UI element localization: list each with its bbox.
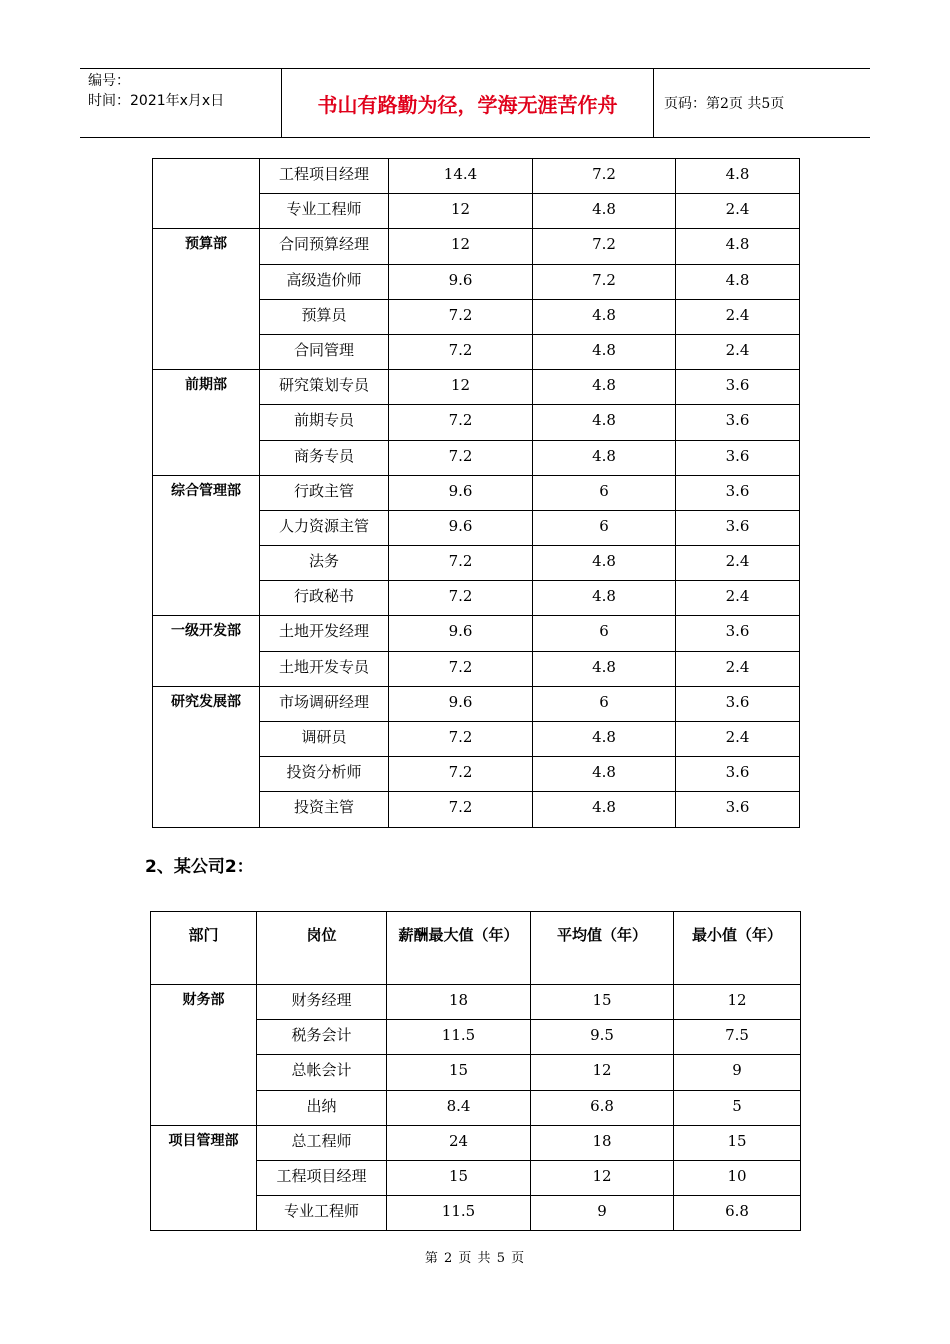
max-value-cell: 7.2: [389, 546, 533, 581]
max-value-cell: 12: [389, 370, 533, 405]
table-row: [153, 229, 800, 264]
table-row: [153, 159, 800, 194]
min-value-cell: 5: [674, 1090, 801, 1125]
position-cell: 财务经理: [257, 985, 387, 1020]
average-value-cell: 6: [533, 616, 676, 651]
average-value-cell: 12: [531, 1055, 674, 1090]
max-value-cell: 15: [387, 1160, 531, 1195]
min-value-cell: 3.6: [676, 405, 800, 440]
page-header: [80, 68, 870, 138]
dept-cell: 预算部: [153, 229, 260, 370]
min-value-cell: 9: [674, 1055, 801, 1090]
dept-cell: 前期部: [153, 370, 260, 476]
position-cell: 合同管理: [260, 334, 389, 369]
position-cell: 合同预算经理: [260, 229, 389, 264]
header-dept: 部门: [151, 912, 257, 985]
position-cell: 投资分析师: [260, 757, 389, 792]
max-value-cell: 18: [387, 985, 531, 1020]
header-max-salary: 薪酬最大值（年）: [387, 912, 531, 985]
header-meta: [80, 69, 282, 137]
position-cell: 调研员: [260, 722, 389, 757]
average-value-cell: 4.8: [533, 299, 676, 334]
average-value-cell: 4.8: [533, 722, 676, 757]
min-value-cell: 7.5: [674, 1020, 801, 1055]
min-value-cell: 2.4: [676, 334, 800, 369]
max-value-cell: 7.2: [389, 651, 533, 686]
position-cell: 前期专员: [260, 405, 389, 440]
position-cell: 工程项目经理: [260, 159, 389, 194]
max-value-cell: 9.6: [389, 616, 533, 651]
header-motto: 书山有路勤为径，学海无涯苦作舟: [282, 69, 654, 137]
min-value-cell: 3.6: [676, 792, 800, 827]
max-value-cell: 24: [387, 1125, 531, 1160]
max-value-cell: 11.5: [387, 1196, 531, 1231]
average-value-cell: 4.8: [533, 370, 676, 405]
average-value-cell: 7.2: [533, 264, 676, 299]
average-value-cell: 4.8: [533, 405, 676, 440]
average-value-cell: 6: [533, 686, 676, 721]
min-value-cell: 2.4: [676, 299, 800, 334]
max-value-cell: 12: [389, 194, 533, 229]
position-cell: 研究策划专员: [260, 370, 389, 405]
min-value-cell: 2.4: [676, 194, 800, 229]
dept-cell: 项目管理部: [151, 1125, 257, 1231]
position-cell: 行政秘书: [260, 581, 389, 616]
dept-cell: 综合管理部: [153, 475, 260, 616]
position-cell: 投资主管: [260, 792, 389, 827]
average-value-cell: 4.8: [533, 651, 676, 686]
max-value-cell: 7.2: [389, 792, 533, 827]
position-cell: 高级造价师: [260, 264, 389, 299]
max-value-cell: 9.6: [389, 475, 533, 510]
position-cell: 出纳: [257, 1090, 387, 1125]
position-cell: 法务: [260, 546, 389, 581]
average-value-cell: 4.8: [533, 194, 676, 229]
document-time-label: 时间：2021年x月x日: [88, 93, 225, 109]
average-value-cell: 18: [531, 1125, 674, 1160]
max-value-cell: 12: [389, 229, 533, 264]
position-cell: 行政主管: [260, 475, 389, 510]
min-value-cell: 2.4: [676, 651, 800, 686]
position-cell: 税务会计: [257, 1020, 387, 1055]
min-value-cell: 15: [674, 1125, 801, 1160]
max-value-cell: 7.2: [389, 757, 533, 792]
max-value-cell: 7.2: [389, 722, 533, 757]
min-value-cell: 4.8: [676, 264, 800, 299]
position-cell: 人力资源主管: [260, 510, 389, 545]
max-value-cell: 8.4: [387, 1090, 531, 1125]
header-average: 平均值（年）: [531, 912, 674, 985]
min-value-cell: 12: [674, 985, 801, 1020]
average-value-cell: 7.2: [533, 229, 676, 264]
document-number-label: 编号：: [88, 73, 130, 89]
position-cell: 专业工程师: [257, 1196, 387, 1231]
position-cell: 总帐会计: [257, 1055, 387, 1090]
dept-cell: 一级开发部: [153, 616, 260, 686]
min-value-cell: 3.6: [676, 757, 800, 792]
average-value-cell: 15: [531, 985, 674, 1020]
position-cell: 工程项目经理: [257, 1160, 387, 1195]
dept-cell: [153, 159, 260, 229]
page-footer: 第 2 页 共 5 页: [424, 1251, 526, 1266]
max-value-cell: 7.2: [389, 299, 533, 334]
min-value-cell: 3.6: [676, 686, 800, 721]
max-value-cell: 14.4: [389, 159, 533, 194]
average-value-cell: 4.8: [533, 440, 676, 475]
average-value-cell: 4.8: [533, 546, 676, 581]
average-value-cell: 4.8: [533, 581, 676, 616]
salary-table-1: [152, 158, 800, 828]
dept-cell: 财务部: [151, 985, 257, 1126]
salary-table-2: [150, 911, 801, 1231]
average-value-cell: 4.8: [533, 792, 676, 827]
average-value-cell: 6: [533, 475, 676, 510]
max-value-cell: 9.6: [389, 510, 533, 545]
average-value-cell: 9.5: [531, 1020, 674, 1055]
table-row: [153, 686, 800, 721]
header-position: 岗位: [257, 912, 387, 985]
position-cell: 土地开发专员: [260, 651, 389, 686]
position-cell: 市场调研经理: [260, 686, 389, 721]
min-value-cell: 3.6: [676, 370, 800, 405]
position-cell: 总工程师: [257, 1125, 387, 1160]
min-value-cell: 3.6: [676, 616, 800, 651]
table-row: [153, 475, 800, 510]
average-value-cell: 4.8: [533, 757, 676, 792]
average-value-cell: 6: [533, 510, 676, 545]
table-row: [151, 1125, 801, 1160]
header-page-label: 页码：第2页 共5页: [664, 96, 785, 112]
min-value-cell: 2.4: [676, 722, 800, 757]
min-value-cell: 6.8: [674, 1196, 801, 1231]
position-cell: 土地开发经理: [260, 616, 389, 651]
average-value-cell: 9: [531, 1196, 674, 1231]
min-value-cell: 2.4: [676, 581, 800, 616]
max-value-cell: 7.2: [389, 581, 533, 616]
position-cell: 专业工程师: [260, 194, 389, 229]
position-cell: 商务专员: [260, 440, 389, 475]
min-value-cell: 4.8: [676, 159, 800, 194]
section-heading-company-2: 2、某公司2：: [145, 857, 254, 877]
average-value-cell: 6.8: [531, 1090, 674, 1125]
min-value-cell: 3.6: [676, 510, 800, 545]
max-value-cell: 9.6: [389, 264, 533, 299]
position-cell: 预算员: [260, 299, 389, 334]
max-value-cell: 11.5: [387, 1020, 531, 1055]
header-min: 最小值（年）: [674, 912, 801, 985]
min-value-cell: 3.6: [676, 440, 800, 475]
max-value-cell: 15: [387, 1055, 531, 1090]
average-value-cell: 4.8: [533, 334, 676, 369]
table-header-row: [151, 912, 801, 985]
dept-cell: 研究发展部: [153, 686, 260, 827]
table-row: [153, 616, 800, 651]
min-value-cell: 4.8: [676, 229, 800, 264]
table-row: [153, 370, 800, 405]
min-value-cell: 3.6: [676, 475, 800, 510]
min-value-cell: 10: [674, 1160, 801, 1195]
max-value-cell: 7.2: [389, 405, 533, 440]
average-value-cell: 12: [531, 1160, 674, 1195]
table-row: [151, 985, 801, 1020]
average-value-cell: 7.2: [533, 159, 676, 194]
max-value-cell: 7.2: [389, 440, 533, 475]
max-value-cell: 7.2: [389, 334, 533, 369]
min-value-cell: 2.4: [676, 546, 800, 581]
max-value-cell: 9.6: [389, 686, 533, 721]
